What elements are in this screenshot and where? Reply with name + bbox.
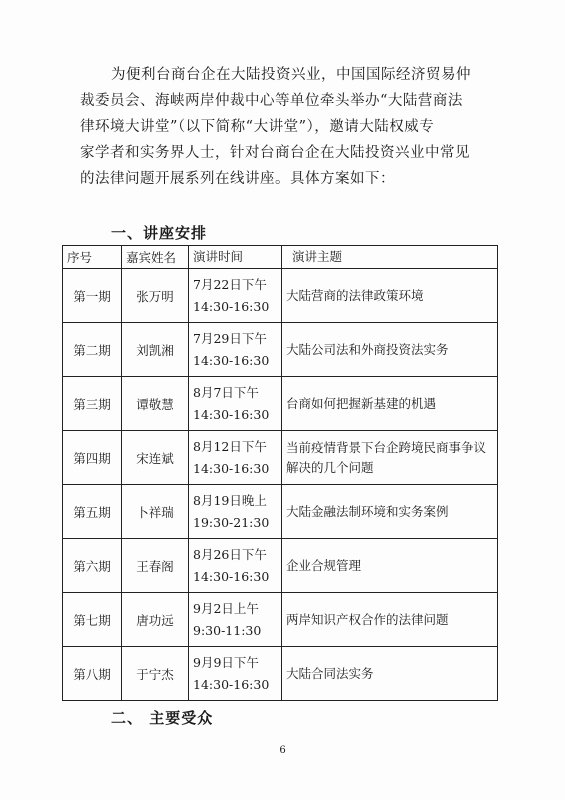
cell-topic: 大陆合同法实务: [282, 647, 498, 701]
cell-topic: 两岸知识产权合作的法律问题: [282, 593, 498, 647]
cell-date: 9月2日上午: [193, 600, 259, 616]
cell-hours: 14:30-16:30: [193, 568, 270, 584]
intro-line: 为便利台商台企在大陆投资兴业，中国国际经济贸易仲: [111, 67, 471, 83]
cell-guest: 卜祥瑞: [122, 485, 189, 539]
lecture-schedule-table: [62, 245, 498, 701]
cell-date: 7月29日下午: [193, 330, 267, 346]
cell-guest: 唐功远: [122, 593, 189, 647]
cell-guest: 刘凯湘: [122, 323, 189, 377]
table-row: [63, 647, 498, 701]
table-row: [63, 593, 498, 647]
cell-date: 8月26日下午: [193, 546, 267, 562]
cell-period: 第三期: [63, 377, 122, 431]
cell-hours: 14:30-16:30: [193, 406, 270, 422]
cell-date: 7月22日下午: [193, 276, 267, 292]
cell-time: [189, 377, 282, 431]
cell-topic: 大陆公司法和外商投资法实务: [282, 323, 498, 377]
cell-guest: 于宁杰: [122, 647, 189, 701]
cell-hours: 9:30-11:30: [193, 622, 262, 638]
cell-guest: 谭敬慧: [122, 377, 189, 431]
table-row: [63, 269, 498, 323]
cell-time: [189, 269, 282, 323]
cell-topic: 当前疫情背景下台企跨境民商事争议解决的几个问题: [282, 431, 498, 485]
cell-period: 第四期: [63, 431, 122, 485]
cell-topic: 大陆金融法制环境和实务案例: [282, 485, 498, 539]
page-number: 6: [279, 745, 286, 756]
cell-period: 第六期: [63, 539, 122, 593]
cell-date: 8月7日下午: [193, 384, 259, 400]
cell-date: 8月12日下午: [193, 438, 267, 454]
cell-period: 第五期: [63, 485, 122, 539]
cell-date: 8月19日晚上: [193, 492, 267, 508]
header-guest: 嘉宾姓名: [122, 246, 189, 269]
cell-time: [189, 593, 282, 647]
intro-line: 裁委员会、海峡两岸仲裁中心等单位牵头举办“大陆营商法: [80, 93, 463, 109]
intro-line: 律环境大讲堂”（以下简称“大讲堂”），邀请大陆权威专: [80, 119, 435, 135]
cell-time: [189, 323, 282, 377]
cell-hours: 14:30-16:30: [193, 676, 270, 692]
cell-period: 第一期: [63, 269, 122, 323]
cell-period: 第七期: [63, 593, 122, 647]
cell-time: [189, 647, 282, 701]
cell-date: 9月9日下午: [193, 654, 259, 670]
table-row: [63, 323, 498, 377]
section-heading-arrangement: 一、讲座安排: [111, 224, 208, 242]
section-heading-audience: 二、 主要受众: [111, 709, 214, 727]
cell-period: 第二期: [63, 323, 122, 377]
cell-time: [189, 539, 282, 593]
cell-guest: 宋连斌: [122, 431, 189, 485]
header-period: 序号: [63, 246, 122, 269]
table-header-row: [63, 246, 498, 269]
cell-guest: 张万明: [122, 269, 189, 323]
cell-hours: 19:30-21:30: [193, 514, 270, 530]
cell-topic: 大陆营商的法律政策环境: [282, 269, 498, 323]
table-row: [63, 377, 498, 431]
cell-topic: 台商如何把握新基建的机遇: [282, 377, 498, 431]
table-row: [63, 539, 498, 593]
cell-hours: 14:30-16:30: [193, 298, 270, 314]
header-time: 演讲时间: [189, 246, 282, 269]
cell-guest: 王春阁: [122, 539, 189, 593]
cell-hours: 14:30-16:30: [193, 352, 270, 368]
intro-line: 的法律问题开展系列在线讲座。具体方案如下：: [80, 171, 395, 187]
cell-hours: 14:30-16:30: [193, 460, 270, 476]
intro-paragraph: [80, 62, 500, 192]
cell-period: 第八期: [63, 647, 122, 701]
header-topic: 演讲主题: [282, 246, 498, 269]
table-row: [63, 431, 498, 485]
intro-line: 家学者和实务界人士，针对台商台企在大陆投资兴业中常见: [80, 145, 470, 161]
cell-time: [189, 431, 282, 485]
cell-time: [189, 485, 282, 539]
cell-topic: 企业合规管理: [282, 539, 498, 593]
table-row: [63, 485, 498, 539]
